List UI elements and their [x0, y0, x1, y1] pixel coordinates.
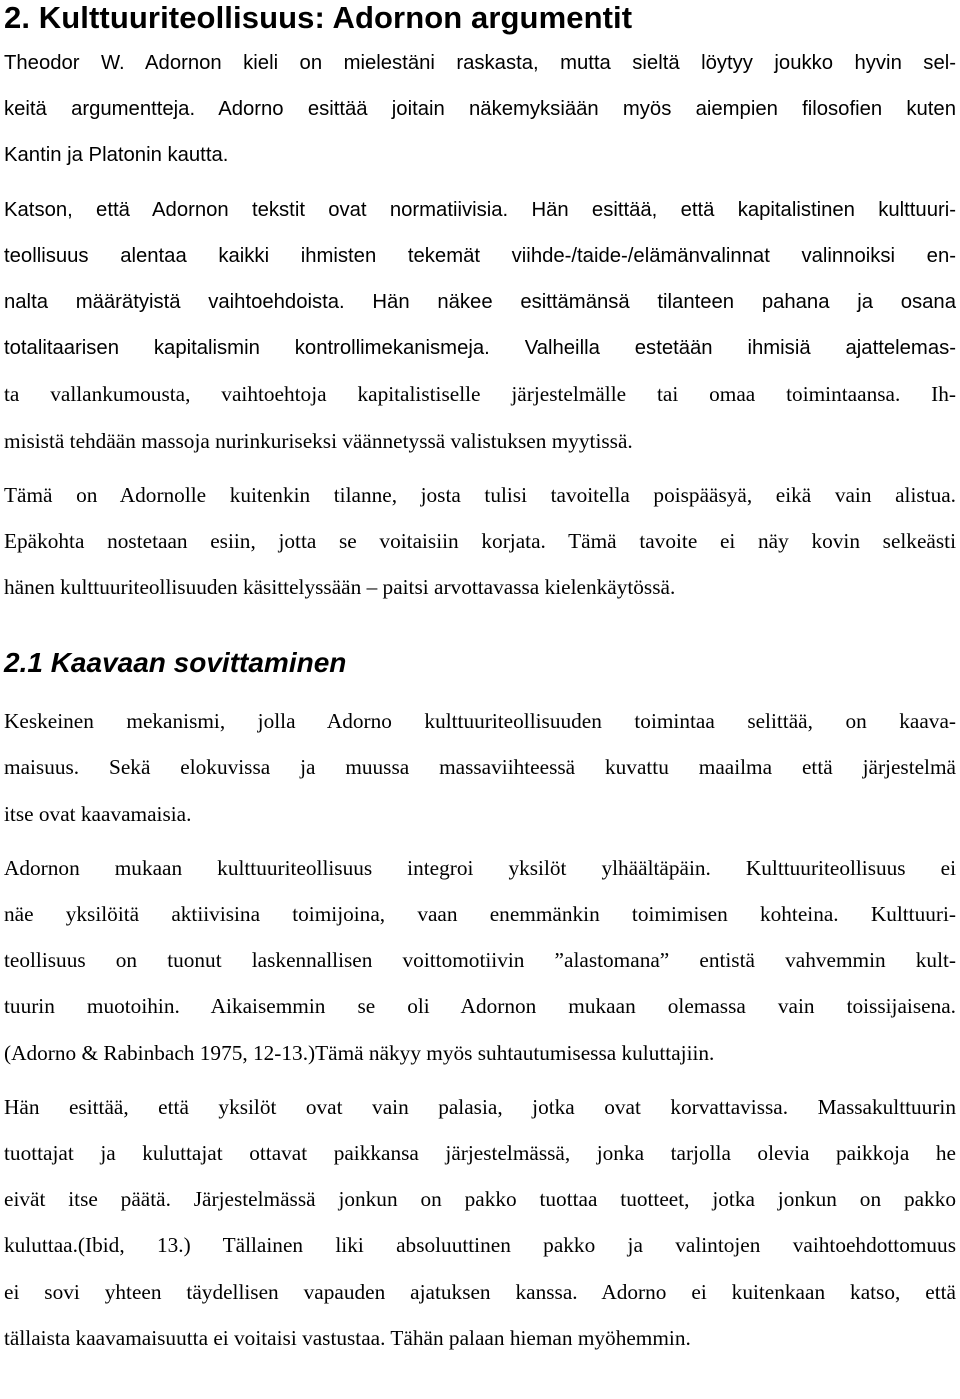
text-line: tuottajat ja kuluttajat ottavat paikkansa järjestelmässä, jonka tarjolla olevia paikkoja he — [4, 1140, 956, 1165]
text-line: totalitaarisen kapitalismin kontrollimekanismeja. Valheilla estetään ihmisiä ajattelemas- — [4, 337, 956, 360]
text-line: ei sovi yhteen täydellisen vapauden ajatuksen kanssa. Adorno ei kuitenkaan katso, että — [4, 1279, 956, 1304]
text-line: hänen kulttuuriteollisuuden käsittelyssään – paitsi arvottavassa kielenkäytössä. — [4, 575, 676, 600]
paragraph-goal — [4, 472, 956, 611]
paragraph-integration — [4, 845, 956, 1076]
text-line: näe yksilöitä aktiivisina toimijoina, vaan enemmänkin toimimisen kohteina. Kulttuuri- — [4, 902, 956, 926]
text-line: Kantin ja Platonin kautta. — [4, 144, 229, 167]
text-line: Epäkohta nostetaan esiin, jotta se voitaisiin korjata. Tämä tavoite ei näy kovin selkeästi — [4, 528, 956, 553]
text-line: Theodor W. Adornon kieli on mielestäni raskasta, mutta sieltä löytyy joukko hyvin sel- — [4, 52, 956, 74]
text-line: maisuus. Sekä elokuvissa ja muussa massaviihteessä kuvattu maailma että järjestelmä — [4, 755, 956, 780]
text-line: teollisuus alentaa kaikki ihmisten tekemät viihde-/taide-/elämänvalinnat valinnoiksi en- — [4, 244, 956, 267]
paragraph-normative — [4, 187, 956, 464]
document-page — [4, 0, 956, 1361]
text-line: ta vallankumousta, vaihtoehtoja kapitalistiselle järjestelmälle tai omaa toimintaansa. Ih- — [4, 382, 956, 407]
text-line: nalta määrätyistä vaihtoehdoista. Hän näkee esittämänsä tilanteen pahana ja osana — [4, 290, 956, 313]
text-line: Katson, että Adornon tekstit ovat normatiivisia. Hän esittää, että kapitalistinen kulttuuri- — [4, 198, 956, 221]
text-line: teollisuus on tuonut laskennallisen voittomotiivin ”alastomana” entistä vahvemmin kult- — [4, 948, 956, 973]
text-line: Tämä on Adornolle kuitenkin tilanne, josta tulisi tavoitella poispääsyä, eikä vain alistua. — [4, 482, 956, 507]
text-line: (Adorno & Rabinbach 1975, 12-13.)Tämä näkyy myös suhtautumisessa kuluttajiin. — [4, 1040, 715, 1065]
paragraph-mechanism — [4, 698, 956, 837]
text-line: tuurin muotoihin. Aikaisemmin se oli Adornon mukaan olemassa vain toissijaisena. — [4, 994, 956, 1019]
text-line: tällaista kaavamaisuutta ei voitaisi vastustaa. Tähän palaan hieman myöhemmin. — [4, 1325, 691, 1350]
section-heading: 2. Kulttuuriteollisuus: Adornon argumentit — [4, 0, 633, 35]
text-line: Adornon mukaan kulttuuriteollisuus integroi yksilöt ylhäältäpäin. Kulttuuriteollisuus ei — [4, 855, 956, 880]
text-line: Keskeinen mekanismi, jolla Adorno kulttuuriteollisuuden toimintaa selittää, on kaava- — [4, 709, 956, 734]
subsection-heading: 2.1 Kaavaan sovittaminen — [4, 647, 347, 679]
text-line: misistä tehdään massoja nurinkuriseksi väännetyssä valistuksen myytissä. — [4, 428, 633, 453]
text-line: Hän esittää, että yksilöt ovat vain palasia, jotka ovat korvattavissa. Massakulttuurin — [4, 1094, 956, 1119]
text-line: keitä argumentteja. Adorno esittää joitain näkemyksiään myös aiempien filosofien kuten — [4, 98, 956, 121]
text-line: kuluttaa.(Ibid, 13.) Tällainen liki absoluuttinen pakko ja valintojen vaihtoehdottomuus — [4, 1233, 956, 1258]
text-line: eivät itse päätä. Järjestelmässä jonkun on pakko tuottaa tuotteet, jotka jonkun on pakko — [4, 1187, 956, 1212]
text-line: itse ovat kaavamaisia. — [4, 801, 192, 826]
paragraph-intro — [4, 40, 956, 179]
paragraph-individuals — [4, 1084, 956, 1361]
